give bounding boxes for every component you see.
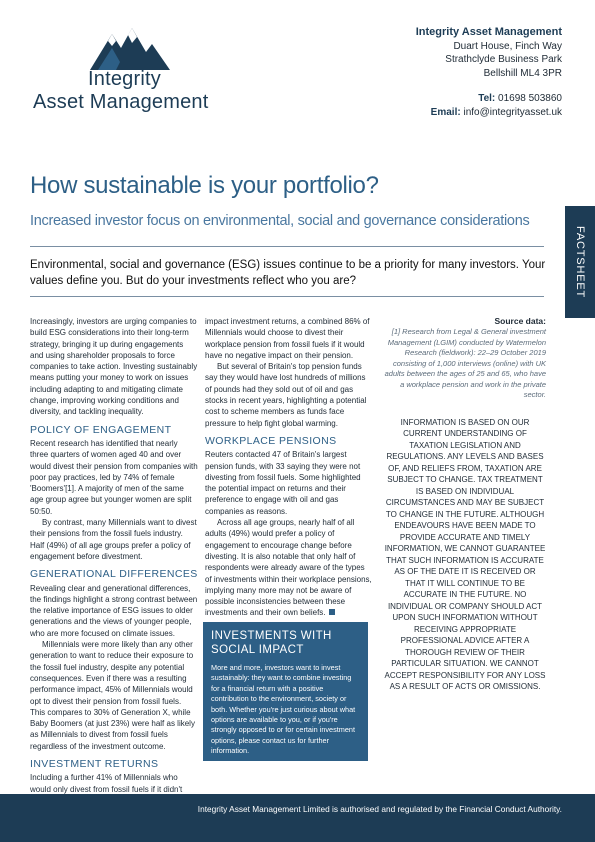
paragraph-text: Across all age groups, nearly half of all adults (49%) would prefer a policy of engagement to encourage change before divesting. It is also notable that only half of respondents were already aware of the types of investments within their workplace pensions, implying many more may not be aware of possible inconsistencies between these investments and their own beliefs.	[205, 518, 372, 618]
email-line	[416, 106, 562, 120]
box-text: More and more, investors want to invest sustainably: they want to combine investing for a financial return with a positive contribution to the environment, society or both. Whether you're just curious about what options are available to you, or if you're strongly opposed to or for certain investment options, please contact us for further information.	[211, 663, 356, 756]
paragraph: Increasingly, investors are urging companies to build ESG considerations into their long-term strategy, bringing it up during engagements and using shareholder proposals to force companies to take action. Investing sustainably means putting your money to work on issues including adapting to and mitigating climate change, improving working conditions and diversity, and tackling inequality.	[30, 317, 198, 417]
section-heading-workplace: WORKPLACE PENSIONS	[205, 434, 337, 447]
box-title: INVESTMENTS WITH SOCIAL IMPACT	[211, 630, 332, 656]
phone-label: Tel:	[478, 93, 496, 104]
footer	[0, 794, 595, 842]
paragraph: By contrast, many Millennials want to divest their pensions from the fossil fuels industry. Half (49%) of all age groups prefer a policy of engagement before divestment.	[30, 518, 197, 561]
paragraph: Millennials were more likely than any other generation to want to reduce their exposure to the fossil fuel industry, despite any potential consequences. Even if there was a resulting performance impact, 45% of Millennials would opt to divest their pension from fossil fuels. This compares to 30% of Generation X, while Baby Boomers (at just 23%) were half as likely as Millennials to divest from fossil fuels regardless of the investment outcome.	[30, 640, 195, 751]
disclaimer: INFORMATION IS BASED ON OUR CURRENT UNDERSTANDING OF TAXATION LEGISLATION AND REGULATIONS. ANY LEVELS AND BASES OF, AND RELIEFS FROM, TAXATION ARE SUBJECT TO CHANGE. TAX TREATMENT IS BASED ON INDIVIDUAL CIRCUMSTANCES AND MAY BE SUBJECT TO CHANGE IN THE FUTURE. ALTHOUGH ENDEAVOURS HAVE BEEN MADE TO PROVIDE ACCURATE AND TIMELY INFORMATION, WE CANNOT GUARANTEE THAT SUCH INFORMATION IS ACCURATE AS OF THE DATE IT IS RECEIVED OR THAT IT WILL CONTINUE TO BE ACCURATE IN THE FUTURE. NO INDIVIDUAL OR COMPANY SHOULD ACT UPON SUCH INFORMATION WITHOUT RECEIVING APPROPRIATE PROFESSIONAL ADVICE AFTER A THOROUGH REVIEW OF THEIR PARTICULAR SITUATION. WE CANNOT ACCEPT RESPONSIBILITY FOR ANY LOSS AS A RESULT OF ACTS OR OMISSIONS.	[384, 417, 546, 692]
paragraph	[205, 517, 373, 619]
logo-text-asset-management: Asset Management	[33, 91, 209, 113]
page-subtitle: Increased investor focus on environmental, social and governance considerations	[30, 213, 530, 229]
page-title: How sustainable is your portfolio?	[30, 172, 379, 199]
paragraph: impact investment returns, a combined 86% of Millennials would choose to divest their workplace pension from fossil fuels if it would have no negative impact on their pension.	[205, 317, 370, 360]
end-of-article-icon	[329, 609, 335, 615]
divider	[30, 296, 544, 297]
footer-text: Integrity Asset Management Limited is authorised and regulated by the Financial Conduct Authority.	[197, 804, 562, 814]
phone-number[interactable]: 01698 503860	[498, 93, 562, 104]
column-3	[384, 316, 546, 693]
divider	[30, 246, 544, 247]
paragraph: Recent research has identified that nearly three quarters of women aged 40 and over would divest their pension from companies with poor pay practices, led by 74% of female 'Boomers'[1]. A majority of men of the same age group agree but younger women are split 50:50.	[30, 438, 198, 516]
contact-company: Integrity Asset Management	[415, 26, 562, 38]
address-line: Duart House, Finch Way	[453, 40, 562, 52]
paragraph: Revealing clear and generational differences, the findings highlight a strong contrast between the relative importance of ESG issues to older generations and the views of younger people, who are more focused on climate issues.	[30, 583, 198, 638]
logo-text-integrity: Integrity	[88, 68, 161, 90]
intro-paragraph: Environmental, social and governance (ESG) issues continue to be a priority for many investors. Your values define you. But do your investments reflect who you are?	[30, 259, 546, 287]
email-label: Email:	[430, 106, 461, 118]
column-1	[30, 316, 198, 795]
factsheet-tab	[565, 206, 595, 318]
column-2	[205, 316, 373, 619]
source-text: [1] Research from Legal & General investment Management (LGIM) conducted by Watermelon Research (fieldwork): 22–29 October 2019 consisting of 1,000 interviews (online) with UK adults between the ages of 25 and 65, who have a workplace pension and work in the private sector.	[384, 327, 546, 400]
email-address[interactable]: info@integrityasset.uk	[463, 106, 562, 118]
factsheet-label: FACTSHEET	[574, 226, 586, 298]
section-heading-generational: GENERATIONAL DIFFERENCES	[30, 568, 198, 581]
paragraph: Reuters contacted 47 of Britain's largest pension funds, with 33 saying they were not divesting from fossil fuels. Some highlighted the potential impact on returns and their preference to engage with oil and gas companies as reasons.	[205, 450, 361, 516]
paragraph: But several of Britain's top pension funds say they would have lost hundreds of millions of pounds had they sold out of oil and gas stocks in recent years, highlighting a potential cost to scheme members as funds face pressure to help fight global warming.	[205, 362, 367, 428]
mountain-logo-icon	[90, 22, 170, 70]
address-line: Bellshill ML4 3PR	[483, 67, 562, 79]
address-line: Strathclyde Business Park	[445, 54, 562, 65]
contact-block	[416, 26, 562, 119]
social-impact-box	[203, 622, 368, 761]
source-title: Source data:	[494, 316, 546, 326]
paragraph: Including a further 41% of Millennials who would only divest from fossil fuels if it didn't	[30, 773, 183, 794]
section-heading-returns: INVESTMENT RETURNS	[30, 757, 159, 770]
section-heading-policy: POLICY OF ENGAGEMENT	[30, 423, 172, 436]
phone-line	[416, 92, 562, 106]
company-logo	[30, 22, 230, 117]
